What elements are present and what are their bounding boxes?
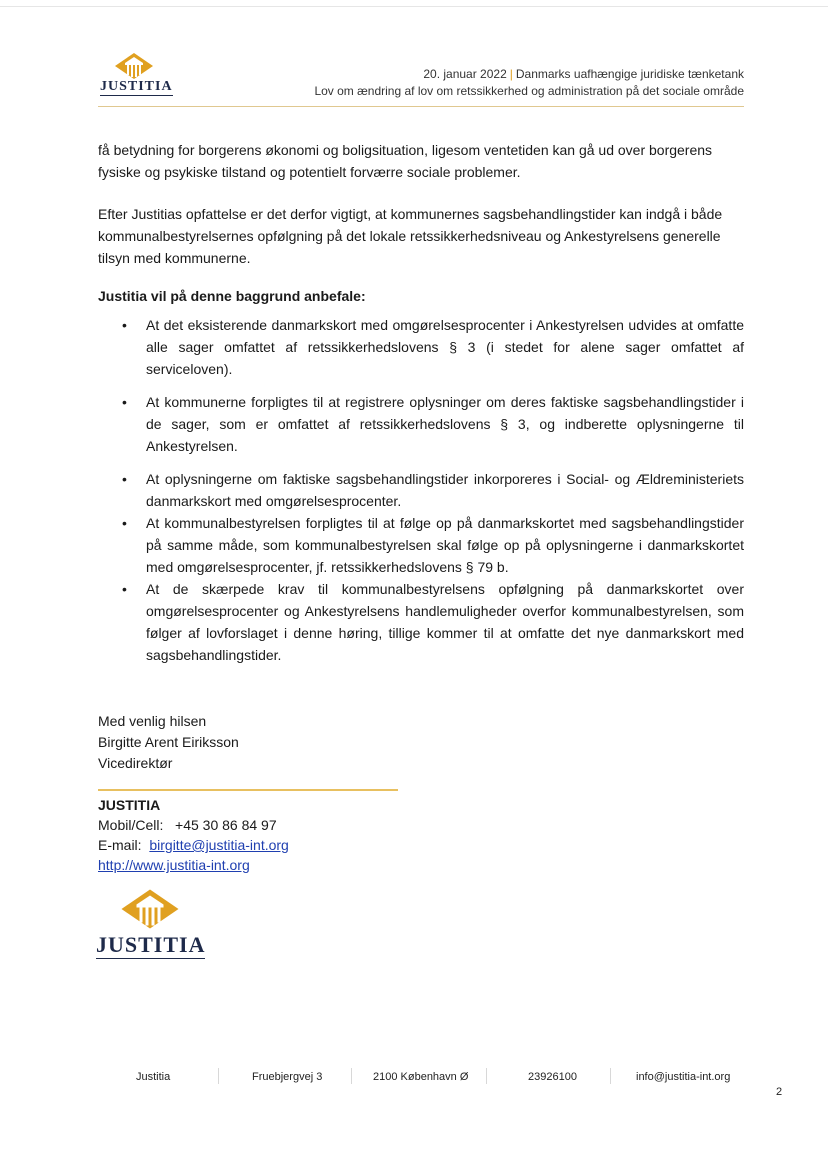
recommendation-item	[98, 468, 744, 512]
paragraph-2: Efter Justitias opfattelse er det derfor vigtigt, at kommunernes sagsbehandlingstider kan indgå i både kommunalbestyrelsernes opfølgning på det lokale retssikkerhedsniveau og Ankestyrelsens generelle tilsyn med kommunerne.	[98, 206, 723, 266]
header-logo	[98, 52, 173, 98]
closing-greeting: Med venlig hilsen	[98, 713, 207, 729]
recommendation-item	[98, 391, 744, 457]
recommendation-item	[98, 578, 744, 666]
footer-street: Fruebjergvej 3	[252, 1071, 323, 1083]
paragraph-1: få betydning for borgerens økonomi og boligsituation, ligesom ventetiden kan gå ud over borgerens fysiske og psykiske tilstand og potentielt forværre sociale problemer.	[98, 142, 713, 180]
header-meta	[314, 66, 744, 100]
signature-divider	[98, 789, 398, 791]
email-link[interactable]: birgitte@justitia-int.org	[149, 837, 289, 853]
header-divider	[98, 106, 744, 107]
contact-email-row	[98, 835, 289, 855]
footer-org: Justitia	[136, 1071, 171, 1083]
justitia-emblem-icon	[120, 888, 180, 930]
header-logo-text: JUSTITIA	[100, 79, 173, 94]
bullet-icon: •	[122, 515, 127, 531]
header-line-1	[314, 66, 744, 83]
header-subtitle: Lov om ændring af lov om retssikkerhed og administration på det sociale område	[314, 84, 744, 98]
contact-org: JUSTITIA	[98, 797, 161, 813]
recommendation-text: At oplysningerne om faktiske sagsbehandlingstider inkorporeres i Social- og Ældreministeriets danmarkskort med omgørelsesprocenter.	[146, 471, 744, 509]
phone-number: +45 30 86 84 97	[175, 817, 277, 833]
recommendation-text: At kommunalbestyrelsen forpligtes til at følge op på danmarkskortet med sagsbehandlingstider på samme måde, som kommunalbestyrelsen skal følge op på oplysningerne i danmarkskortet med omgørelsesprocenter, jf. retssikkerhedslovens § 79 b.	[146, 515, 744, 575]
header-separator: |	[509, 67, 513, 81]
footer-logo-text: JUSTITIA	[96, 932, 206, 957]
justitia-emblem-icon	[114, 52, 154, 80]
footer-logo	[96, 888, 206, 962]
bullet-icon: •	[122, 394, 127, 410]
recommendation-text: At kommunerne forpligtes til at registrere oplysninger om deres faktiske sagsbehandlingstider i de sager, som er omfattet af retssikkerhedslovens § 3, og indberette oplysningerne til Ankestyrelsen.	[146, 394, 744, 454]
page-number: 2	[776, 1086, 783, 1098]
contact-phone-row	[98, 815, 289, 835]
bullet-icon: •	[122, 471, 127, 487]
bullet-icon: •	[122, 581, 127, 597]
footer-divider	[610, 1068, 611, 1084]
website-link[interactable]: http://www.justitia-int.org	[98, 857, 250, 873]
recommendation-item	[98, 512, 744, 578]
footer-divider	[218, 1068, 219, 1084]
email-label: E-mail:	[98, 837, 142, 853]
footer-city: 2100 København Ø	[373, 1071, 469, 1083]
recommendation-text: At de skærpede krav til kommunalbestyrelsens opfølgning på danmarkskortet over omgørelsesprocenter og Ankestyrelsens handlemuligheder overfor kommunalbestyrelsen, som følger af lovforslaget i denne høring, tillige kommer til at omfatte det nye danmarkskort med sagsbehandlingstider.	[146, 581, 744, 663]
top-edge-rule	[0, 6, 828, 7]
signer-name: Birgitte Arent Eiriksson	[98, 734, 239, 750]
phone-label: Mobil/Cell:	[98, 817, 164, 833]
recommendations-heading: Justitia vil på denne baggrund anbefale:	[98, 288, 366, 304]
recommendation-text: At det eksisterende danmarkskort med omgørelsesprocenter i Ankestyrelsen udvides at omfatte alle sager omfattet af retssikkerhedslovens § 3 (i stedet for alene sager omfattet af serviceloven).	[146, 317, 744, 377]
footer-divider	[486, 1068, 487, 1084]
contact-block	[98, 795, 289, 875]
header-org-desc: Danmarks uafhængige juridiske tænketank	[515, 67, 744, 81]
page-footer	[130, 1071, 750, 1087]
closing-block	[98, 711, 239, 774]
footer-divider	[351, 1068, 352, 1084]
footer-email: info@justitia-int.org	[636, 1071, 731, 1083]
contact-website-row	[98, 855, 289, 875]
recommendations-list	[98, 314, 744, 666]
recommendation-item	[98, 314, 744, 380]
signer-title: Vicedirektør	[98, 755, 173, 771]
footer-cvr: 23926100	[528, 1071, 577, 1083]
header-date: 20. januar 2022	[423, 67, 507, 81]
bullet-icon: •	[122, 317, 127, 333]
